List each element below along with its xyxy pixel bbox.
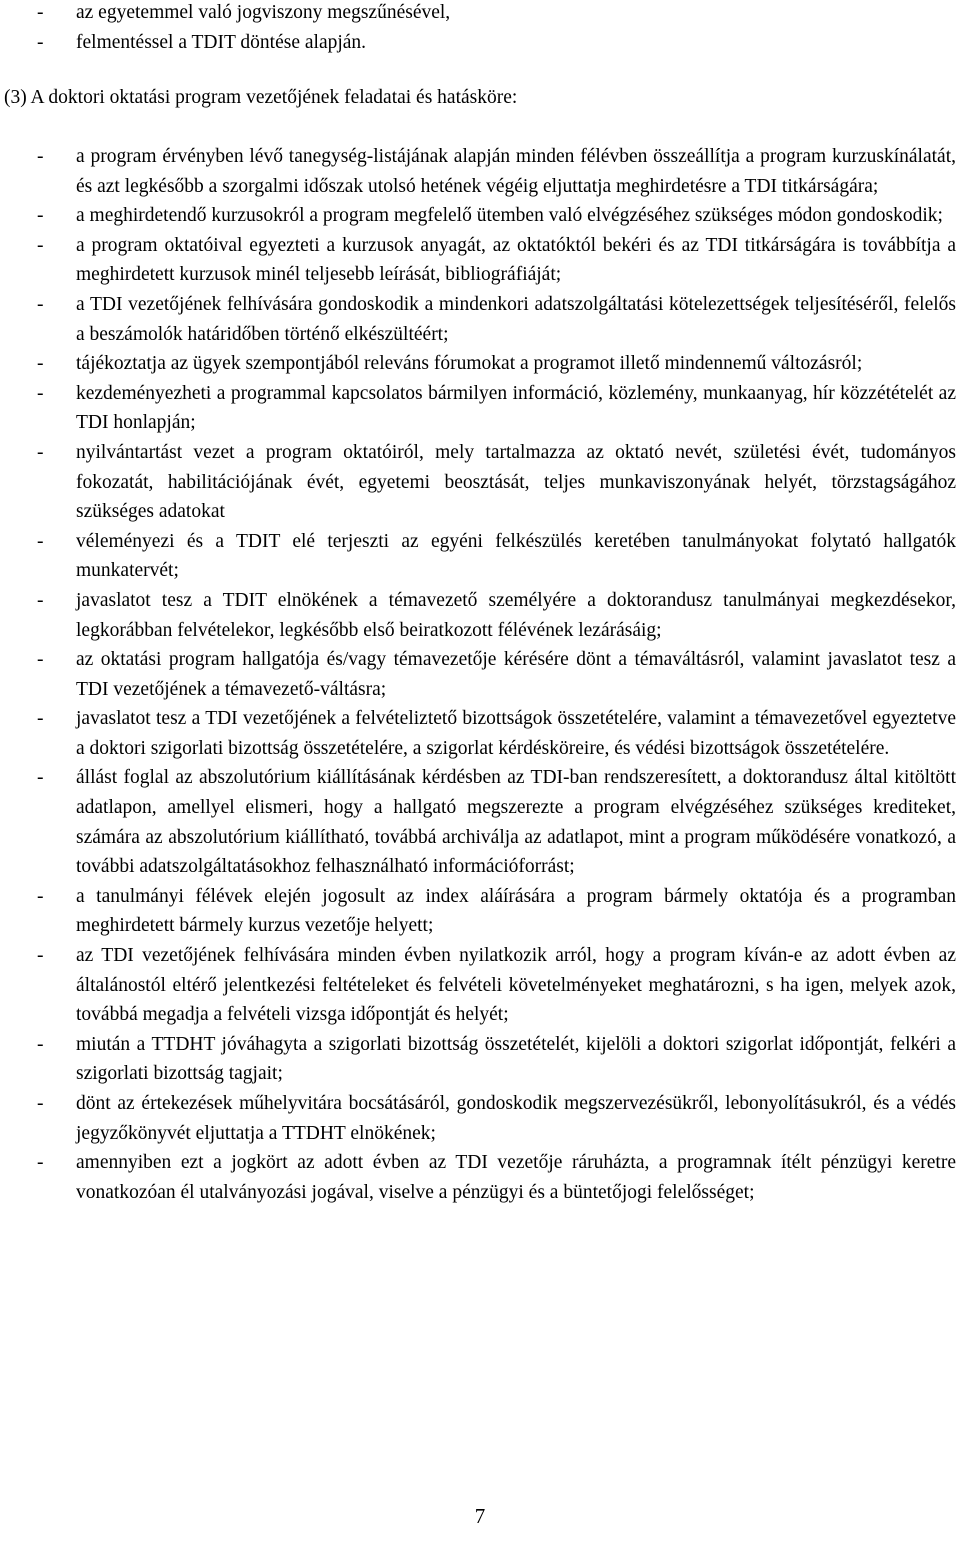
list-item-text: javaslatot tesz a TDI vezetőjének a felvételiztető bizottságok összetételére, valamint a témavezetővel egyeztetve a doktori szigorlati bizottság összetételére, a szigorlat kérdésköreire, és védési bizottságok összetételére. [76, 708, 956, 759]
list-item-text: a meghirdetendő kurzusokról a program megfelelő ütemben való elvégzéséhez szükséges módon gondoskodik; [76, 205, 943, 227]
list-item [0, 586, 960, 645]
list-item [0, 645, 960, 704]
list-item [0, 0, 960, 28]
list-dash: - [37, 293, 44, 315]
list-item [0, 1089, 960, 1148]
list-item-text: a program oktatóival egyezteti a kurzusok anyagát, az oktatóktól bekéri és az TDI titkárságára is továbbítja a meghirdetett kurzusok minél teljesebb leírását, bibliográfiáját; [76, 234, 956, 286]
list-item [0, 290, 960, 349]
list-item [0, 763, 960, 881]
list-dash: - [37, 205, 44, 227]
list-dash: - [37, 382, 44, 404]
list-item-text: javaslatot tesz a TDIT elnökének a témavezető személyére a doktorandusz tanulmányai megkezdésekor, legkorábban felvételekor, legkésőbb első beiratkozott félévének lezárásáig; [76, 589, 956, 641]
section-intro: (3) A doktori oktatási program vezetőjének feladatai és hatásköre: [4, 87, 518, 108]
list-dash: - [37, 2, 44, 23]
list-dash: - [37, 945, 44, 967]
list-dash: - [37, 353, 44, 375]
list-item [0, 349, 960, 379]
list-item-text: az TDI vezetőjének felhívására minden évben nyilatkozik arról, hogy a program kíván-e az adott évben az általánostól eltérő jelentkezési feltételeket és felvételi követelményeket meghatározni, s ha igen, melyek azok, továbbá megadja a felvételi vizsga időpontját és helyét; [76, 945, 956, 1026]
list-item-text: az oktatási program hallgatója és/vagy témavezetője kérésére dönt a témaváltásról, valamint javaslatot tesz a TDI vezetőjének a témavezető-váltásra; [76, 649, 956, 700]
list-item [0, 28, 960, 58]
list-item-text: a tanulmányi félévek elején jogosult az index aláírására a program bármely oktatója és a programban meghirdetett bármely kurzus vezetője helyett; [76, 885, 956, 937]
list-dash: - [37, 589, 44, 611]
list-item-text: véleményezi és a TDIT elé terjeszti az egyéni felkészülés keretében tanulmányokat folytató hallgatók munkatervét; [76, 530, 956, 582]
list-dash: - [37, 146, 44, 167]
list-item [0, 142, 960, 201]
list-item-text: dönt az értekezések műhelyvitára bocsátásáról, gondoskodik megszervezésükről, lebonyolításukról, és a védés jegyzőkönyvét eljuttatja a TTDHT elnökének; [76, 1093, 956, 1144]
list-item [0, 704, 960, 763]
list-item-text: az egyetemmel való jogviszony megszűnésével, [76, 2, 451, 23]
list-item [0, 1148, 960, 1207]
list-dash: - [37, 441, 44, 463]
list-dash: - [37, 767, 44, 789]
list-item [0, 527, 960, 586]
list-dash: - [37, 1152, 44, 1174]
list-dash: - [37, 1033, 44, 1055]
list-dash: - [37, 885, 44, 907]
list-item [0, 379, 960, 438]
list-item-text: a program érvényben lévő tanegység-listájának alapján minden félévben összeállítja a program kurzuskínálatát, és azt legkésőbb a szorgalmi időszak utolsó hetének végéig eljuttatja meghirdetésre a TDI titkárságára; [76, 146, 956, 197]
list-item [0, 941, 960, 1030]
list-dash: - [37, 234, 44, 256]
list-item-text: kezdeményezheti a programmal kapcsolatos bármilyen információ, közlemény, munkaanyag, hír közzétételét az TDI honlapján; [76, 382, 956, 434]
list-item-text: miután a TTDHT jóváhagyta a szigorlati bizottság összetételét, kijelöli a doktori szigorlat időpontját, felkéri a szigorlati bizottság tagjait; [76, 1033, 956, 1085]
list-dash: - [37, 530, 44, 552]
list-dash: - [37, 649, 44, 671]
list-item [0, 882, 960, 941]
list-item-text: nyilvántartást vezet a program oktatóiról, mely tartalmazza az oktató nevét, születési évét, tudományos fokozatát, habilitációjának évét, egyetemi beosztását, teljes munkaviszonyának helyét, törzstagságához szükséges adatokat [76, 441, 956, 523]
list-item-text: felmentéssel a TDIT döntése alapján. [76, 31, 367, 53]
top-list [0, 0, 960, 57]
list-item [0, 201, 960, 231]
list-item-text: állást foglal az abszolutórium kiállításának kérdésben az TDI-ban rendszeresített, a doktorandusz által kitöltött adatlapon, amellyel elismeri, hogy a hallgató megszerezte a program elvégzéséhez szükséges krediteket, számára az abszolutórium kiállítható, továbbá archiválja az adatlapot, mint a program működésére vonatkozó, a további adatszolgáltatásokhoz felhasználható információforrást; [76, 767, 956, 878]
duties-list [0, 142, 960, 1207]
list-dash: - [37, 1093, 44, 1114]
list-dash: - [37, 31, 44, 53]
list-item [0, 1030, 960, 1089]
list-dash: - [37, 708, 44, 730]
list-item [0, 231, 960, 290]
list-item [0, 438, 960, 527]
list-item-text: a TDI vezetőjének felhívására gondoskodik a mindenkori adatszolgáltatási kötelezettségek teljesítéséről, felelős a beszámolók határidőben történő elkészültéért; [76, 293, 956, 345]
list-item-text: tájékoztatja az ügyek szempontjából releváns fórumokat a programot illető mindennemű változásról; [76, 353, 863, 375]
page-number: 7 [474, 1504, 486, 1528]
list-item-text: amennyiben ezt a jogkört az adott évben az TDI vezetője ráruházta, a programnak ítélt pénzügyi keretre vonatkozóan él utalványozási jogával, viselve a pénzügyi és a büntetőjogi felelősséget; [76, 1152, 956, 1203]
